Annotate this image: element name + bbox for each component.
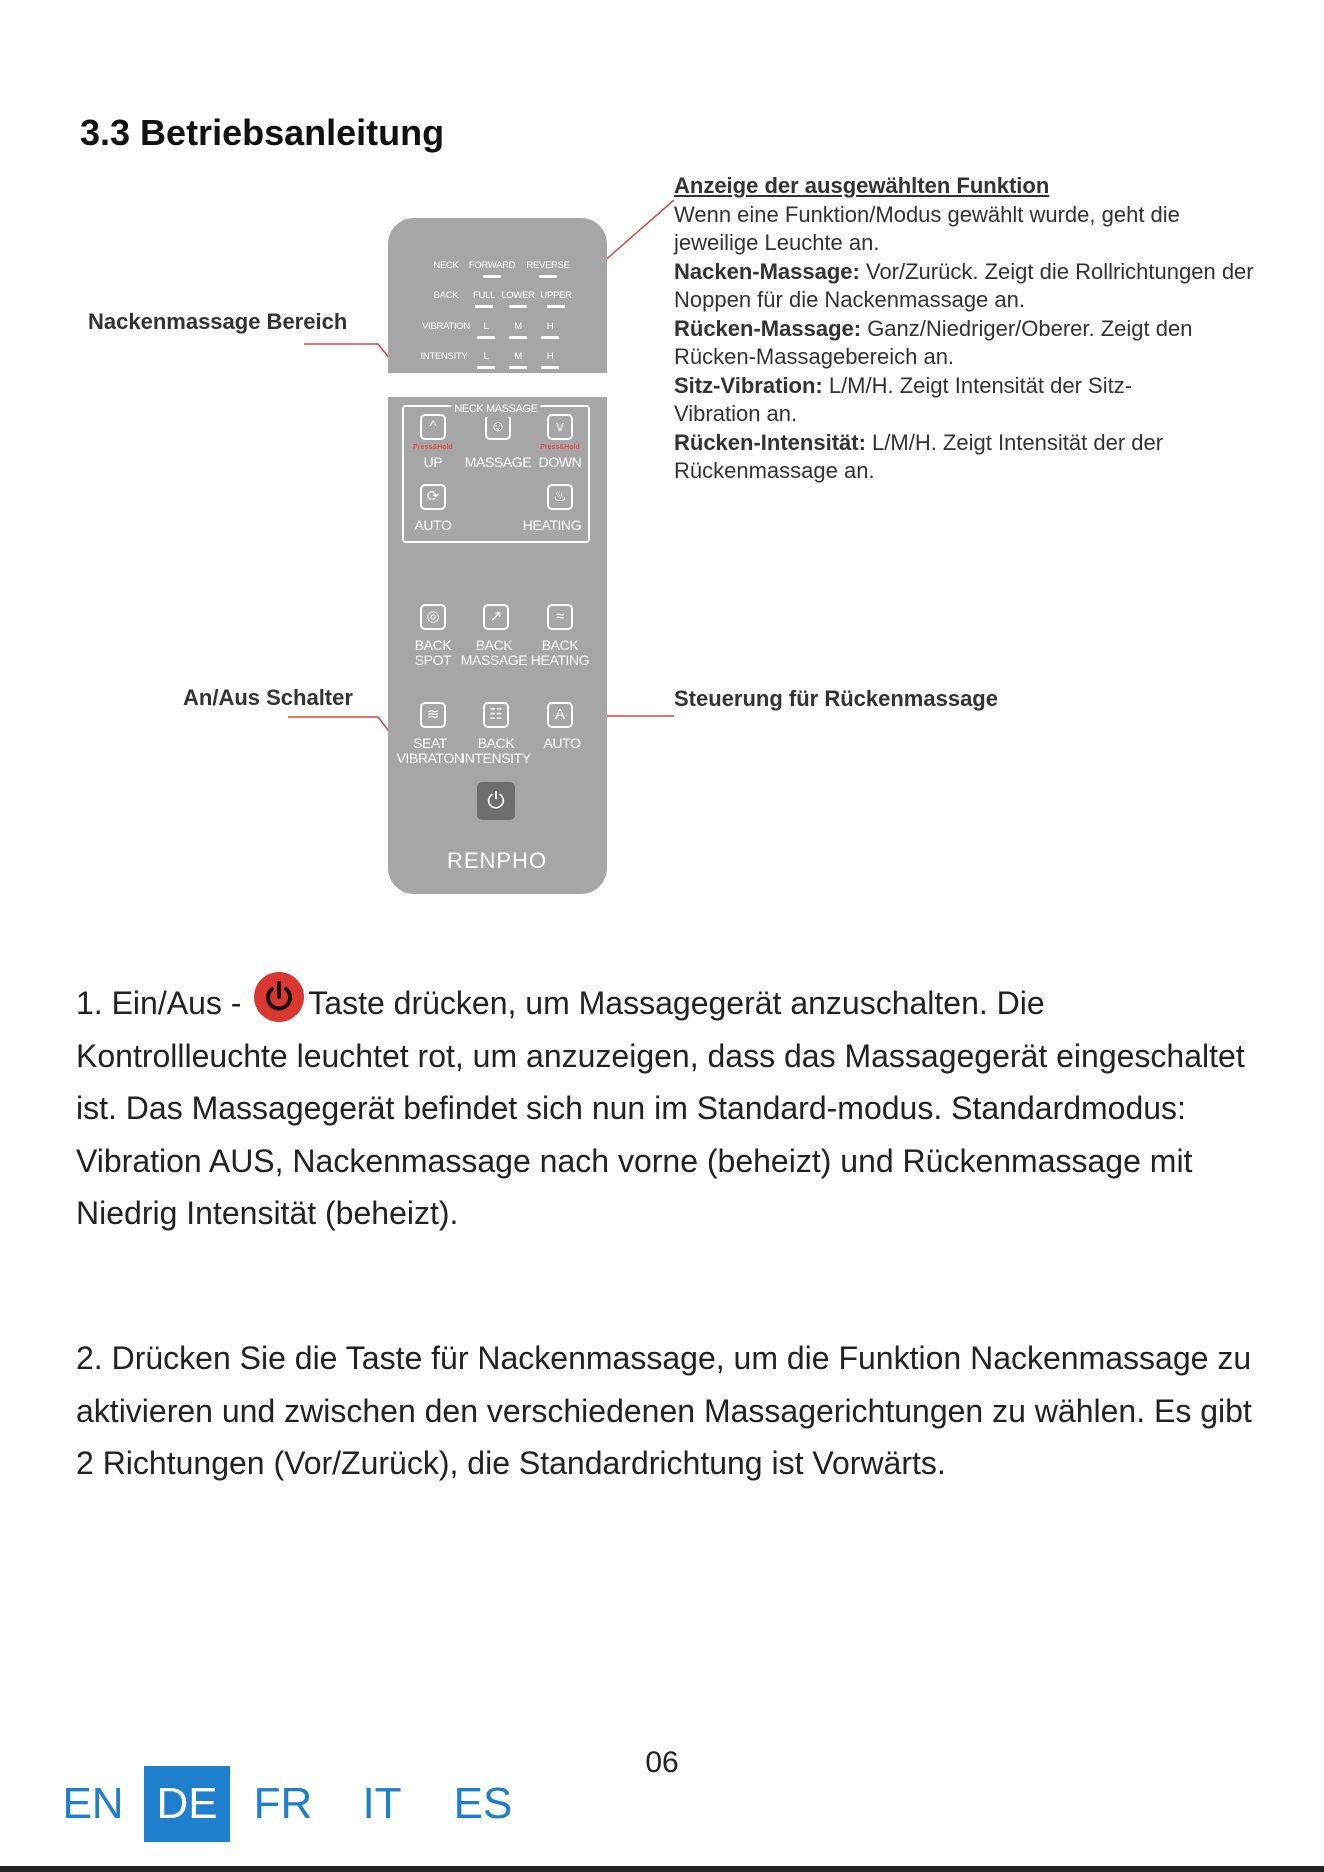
indicator-light [509,366,527,369]
step-1 [76,972,1256,1240]
neck-heating-button[interactable] [547,484,573,510]
callout-power-switch: An/Aus Schalter [183,685,353,710]
indicator-light [483,275,501,278]
info-title: Anzeige der ausgewählten Funktion [674,173,1050,198]
power-button[interactable] [477,782,515,820]
lang-es[interactable]: ES [453,1779,513,1828]
indicator-label: L [483,321,489,332]
bottom-rule [0,1866,1324,1872]
chevron-down-icon: v [556,418,564,435]
lang-de[interactable]: DE [144,1766,230,1842]
info-text: L/M/H. Zeigt Intensität der Sitz-Vibration an. [674,372,1133,426]
heat-waves-icon: ≈ [555,608,565,625]
indicator-light [477,366,495,369]
brand-logo: RENPHO [446,848,548,873]
back-auto-button[interactable] [547,702,573,728]
info-text: Vor/Zurück. Zeigt die Rollrichtungen der Noppen für die Nackenmassage an. [674,258,1254,312]
info-text: Ganz/Niedriger/Oberer. Zeigt den Rücken-Massagebereich an. [674,315,1193,369]
indicator-label: BACK [433,290,459,301]
info-item-intensity [674,429,1234,486]
heating-icon: ♨ [553,488,567,505]
up-label: UP [423,454,443,470]
indicator-light [541,366,559,369]
press-hold-note: Press&Hold [540,444,580,451]
indicator-light [477,336,495,339]
heating-label: HEATING [522,517,582,533]
info-intro: Wenn eine Funktion/Modus gewählt wurde, geht die jeweilige Leuchte an. [674,201,1180,255]
neck-icon: ☺ [490,418,506,435]
neck-down-button[interactable] [547,414,573,440]
indicator-label: VIBRATION [422,321,470,332]
auto-icon: ⟳ [426,488,440,505]
info-term: Rücken-Intensität: [674,429,866,455]
back-spot-label [415,638,452,668]
back-spot-text: BACK SPOT [414,637,452,668]
back-intensity-text: BACK INTENSITY [461,735,531,766]
lang-it[interactable]: IT [362,1779,402,1828]
vibration-icon: ≋ [426,706,440,723]
seat-vibration-text: SEAT VIBRATON [396,735,464,766]
info-term: Rücken-Massage: [674,315,862,341]
indicator-label: NECK [433,260,459,271]
indicator-label: INTENSITY [420,351,468,362]
neck-up-button[interactable] [420,414,446,440]
target-icon: ◎ [426,608,440,625]
power-icon [254,972,304,1022]
indicator-label: M [514,351,522,362]
callout-neck-area: Nackenmassage Bereich [88,309,348,334]
back-heating-button[interactable] [547,604,573,630]
info-item-back [674,315,1274,372]
auto-icon: A [554,706,565,723]
indicator-label: L [483,351,489,362]
callout-back-control: Steuerung für Rückenmassage [674,686,998,711]
indicator-label: H [546,321,554,332]
press-hold-note: Press&Hold [413,444,453,451]
info-item-seat [674,372,1134,429]
neck-massage-header: NECK MASSAGE [451,402,540,417]
lang-fr[interactable]: FR [253,1779,313,1828]
info-term: Nacken-Massage: [674,258,860,284]
back-intensity-label [461,736,531,766]
down-label: DOWN [538,454,582,470]
info-item-neck [674,258,1274,315]
back-massage-text: BACK MASSAGE [460,637,528,668]
indicator-label: FORWARD [468,260,516,271]
power-icon: ⏻ [487,788,505,813]
step-1-text: Taste drücken, um Massagegerät anzuschalten. Die Kontrollleuchte leuchtet rot, um anzuzeigen, dass das Massagegerät eingeschaltet ist. Das Massagegerät befindet sich nun im Standard-modus. Standardmodus: Vibration AUS, Nackenmassage nach vorne (beheizt) und Rückenmassage mit Niedrig Intensität (beheizt). [76,985,1245,1231]
chevron-up-icon: ^ [429,418,437,435]
back-heating-label [531,638,589,668]
indicator-light [475,305,493,308]
auto-label: AUTO [414,517,452,533]
indicator-label: UPPER [540,290,572,301]
indicator-label: REVERSE [526,260,570,271]
indicator-label: FULL [472,290,496,301]
back-spot-button[interactable] [420,604,446,630]
back-massage-button[interactable] [483,604,509,630]
remote-divider [388,373,607,397]
back-icon: ↗ [489,608,503,625]
indicator-light [509,336,527,339]
info-text: L/M/H. Zeigt Intensität der der Rückenmassage an. [674,429,1164,483]
indicator-light [541,336,559,339]
auto2-label: AUTO [543,735,581,751]
seat-vibration-button[interactable] [420,702,446,728]
massage-label: MASSAGE [464,454,532,470]
lang-en[interactable]: EN [62,1779,124,1828]
indicator-label: M [514,321,522,332]
neck-auto-button[interactable] [420,484,446,510]
indicator-light [547,305,565,308]
indicator-light [509,305,527,308]
indicator-label: LOWER [501,290,535,301]
section-title: 3.3 Betriebsanleitung [80,112,445,153]
back-heating-text: BACK HEATING [530,637,590,668]
page-number: 06 [645,1746,679,1779]
remote-control [388,218,607,894]
neck-massage-button[interactable] [485,414,511,440]
sliders-icon: ☷ [489,706,503,723]
function-indicator-info [674,172,1274,486]
indicator-label: H [546,351,554,362]
back-massage-label [461,638,527,668]
indicator-light [539,275,557,278]
step-2: 2. Drücken Sie die Taste für Nackenmassage, um die Funktion Nackenmassage zu aktivieren und zwischen den verschiedenen Massagerichtungen zu wählen. Es gibt 2 Richtungen (Vor/Zurück), die Standardrichtung ist Vorwärts. [76,1340,1252,1481]
info-term: Sitz-Vibration: [674,372,823,398]
back-intensity-button[interactable] [483,702,509,728]
seat-vibration-label [396,736,463,766]
step-1-prefix: 1. Ein/Aus - [76,985,251,1021]
